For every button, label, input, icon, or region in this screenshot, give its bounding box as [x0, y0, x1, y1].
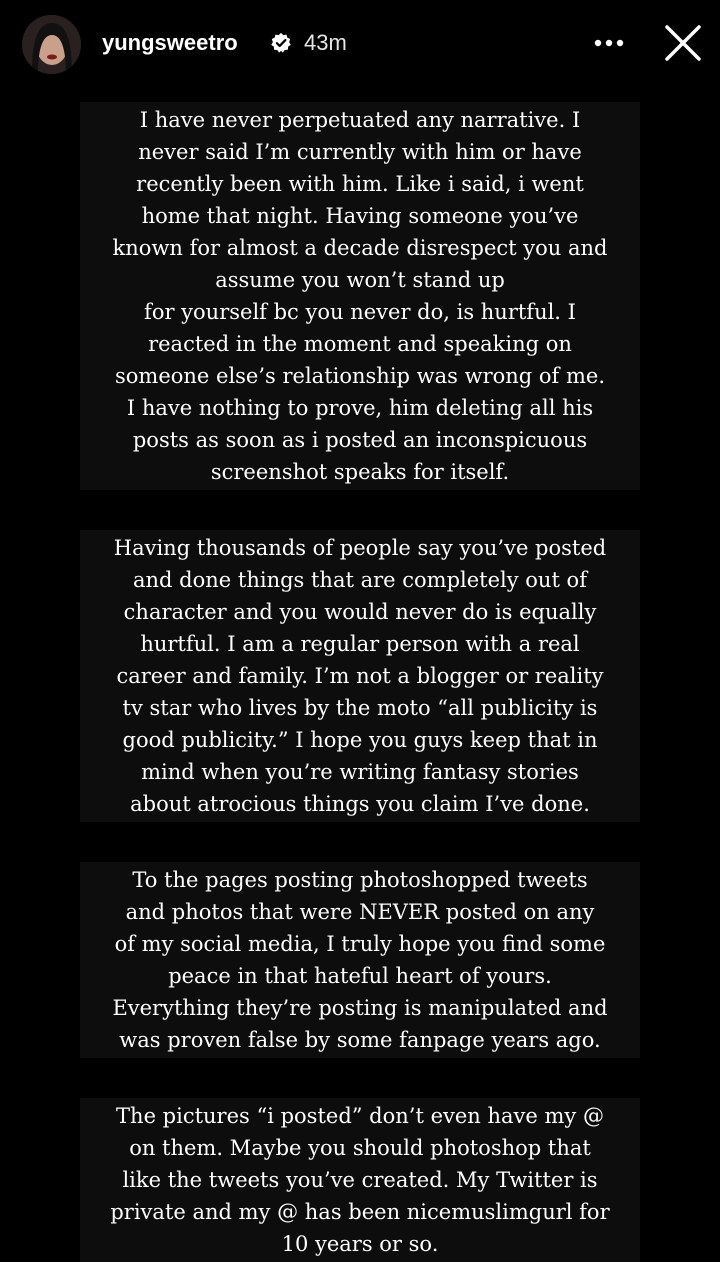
story-paragraph-1: I have never perpetuated any narrative. I never said I’m currently with him or have recently been with him. Like i said, i went home that night. Having someone you’ve known for almost a decade disrespect you and assume you won’t stand up for yourself bc you never do, is hurtful. I reacted in the moment and speaking on someone else’s relationship was wrong of me. I have nothing to prove, him deleting all his posts as soon as i posted an inconspicuous screenshot speaks for itself. [80, 102, 640, 490]
close-button[interactable] [660, 20, 706, 66]
story-paragraph-2: Having thousands of people say you’ve posted and done things that are completely out of character and you would never do is equally hurtful. I am a regular person with a real career and family. I’m not a blogger or reality tv star who lives by the moto “all publicity is good publicity.” I hope you guys keep that in mind when you’re writing fantasy stories about atrocious things you claim I’ve done. [80, 530, 640, 822]
close-icon [660, 20, 706, 66]
more-options-button[interactable] [588, 28, 632, 58]
avatar-image [22, 15, 81, 74]
username[interactable]: yungsweetro [102, 30, 238, 55]
verified-badge-icon [270, 32, 292, 54]
story-paragraph-4: The pictures “i posted” don’t even have my @ on them. Maybe you should photoshop that like the tweets you’ve created. My Twitter is private and my @ has been nicemuslimgurl for 10 years or so. [80, 1098, 640, 1262]
more-dots-icon [588, 28, 632, 58]
story-header [0, 0, 720, 90]
story-text-body [0, 102, 720, 1262]
story-paragraph-3: To the pages posting photoshopped tweets and photos that were NEVER posted on any of my social media, I truly hope you find some peace in that hateful heart of yours. Everything they’re posting is manipulated and was proven false by some fanpage years ago. [80, 862, 640, 1058]
avatar[interactable] [22, 15, 81, 74]
timestamp: 43m [304, 30, 347, 55]
